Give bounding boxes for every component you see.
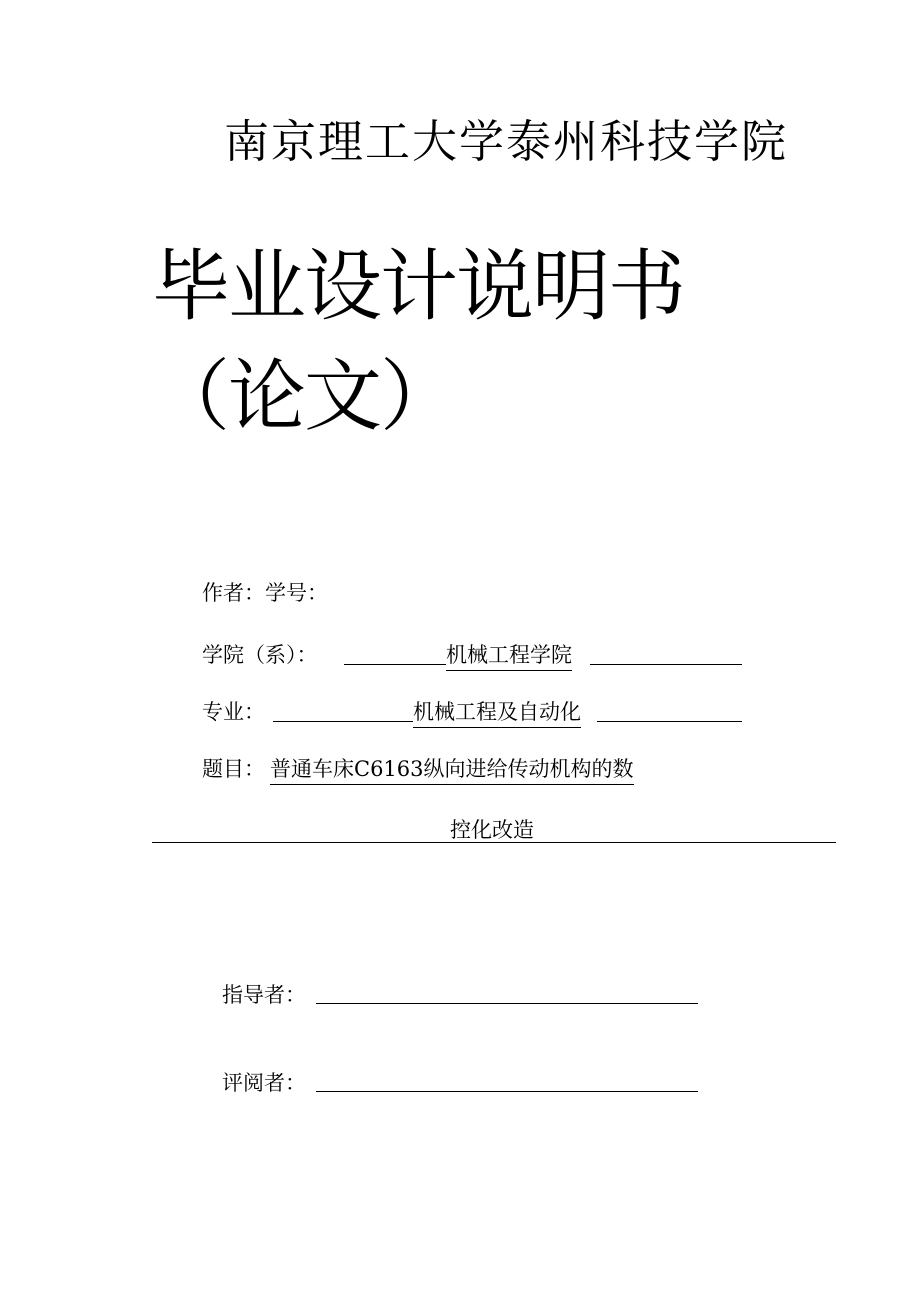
department-underline-left xyxy=(344,664,446,665)
reviewer-label: 评阅者： xyxy=(222,1071,306,1095)
major-value: 机械工程及自动化 xyxy=(413,697,581,728)
topic-label: 题目： xyxy=(202,757,265,781)
major-underline-right xyxy=(597,721,742,722)
topic-value-line2: 控化改造 xyxy=(450,818,534,842)
major-underline-left xyxy=(273,721,413,722)
department-underline-right xyxy=(590,664,742,665)
department-value: 机械工程学院 xyxy=(446,640,572,671)
reviewer-blank-line xyxy=(316,1091,698,1092)
advisor-blank-line xyxy=(316,1003,698,1004)
thesis-title: 毕业设计说明书（论文） xyxy=(152,242,685,442)
topic-underline xyxy=(152,842,836,843)
advisor-label: 指导者： xyxy=(222,983,306,1007)
university-name: 南京理工大学泰州科技学院 xyxy=(224,115,789,168)
author-student-id-label: 作者：学号： xyxy=(202,581,328,605)
major-label: 专业： xyxy=(202,700,265,724)
topic-value-line1: 普通车床C6163纵向进给传动机构的数 xyxy=(270,754,634,785)
department-label: 学院（系）： xyxy=(202,643,318,667)
